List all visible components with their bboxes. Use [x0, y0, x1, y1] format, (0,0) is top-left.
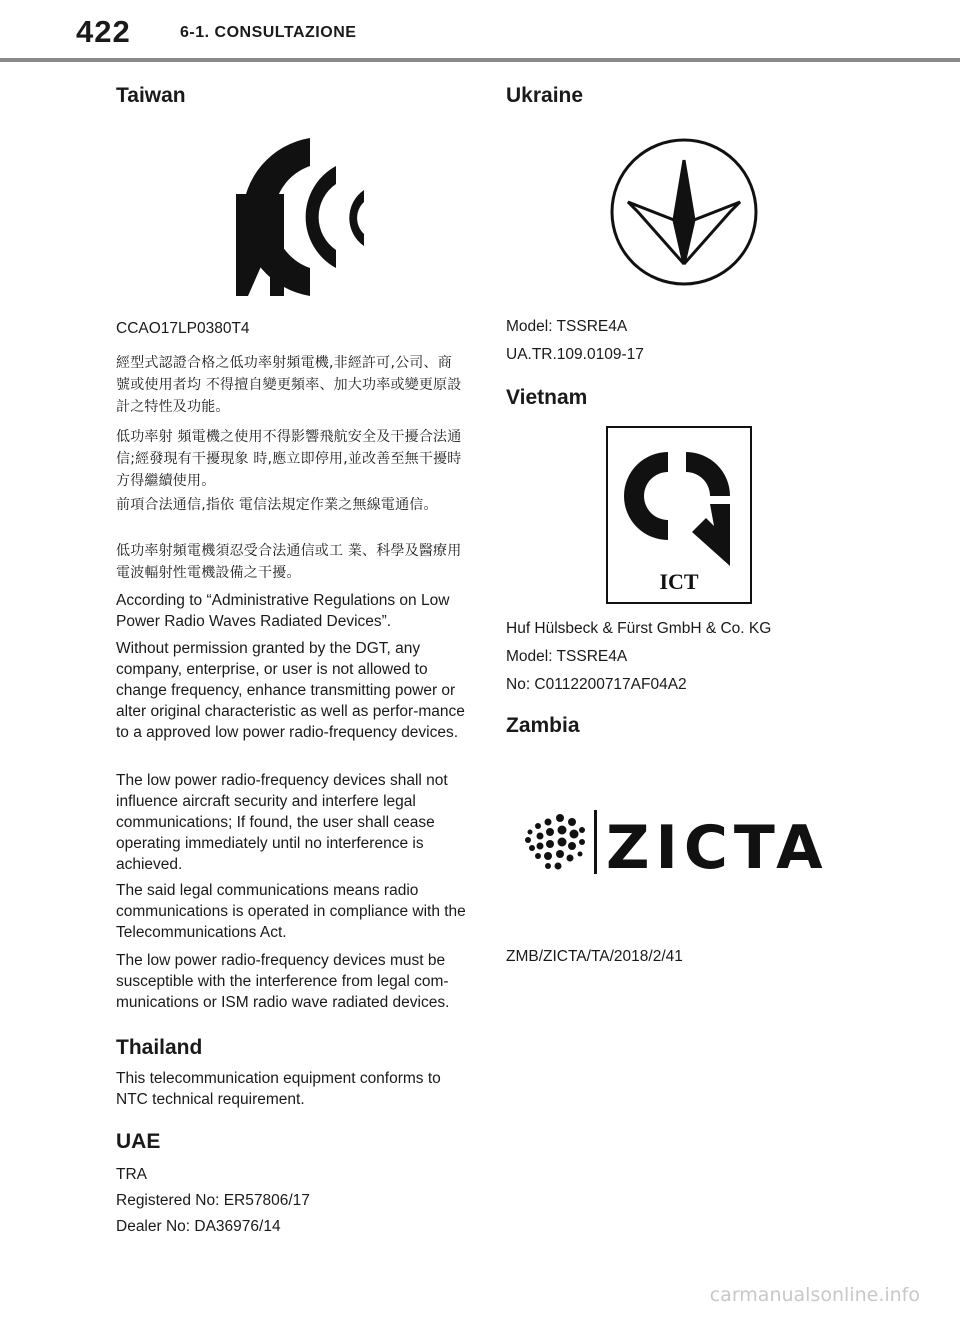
ukraine-conformity-mark-icon	[608, 136, 760, 288]
heading-zambia: Zambia	[506, 714, 580, 737]
ukraine-line: Model: TSSRE4A	[506, 318, 628, 335]
header-rule	[0, 58, 960, 62]
taiwan-cjk-paragraph: 低功率射頻電機須忍受合法通信或工 業、科學及醫療用電波輻射性電機設備之干擾。	[116, 543, 462, 581]
ict-logo-icon	[606, 426, 752, 604]
taiwan-en-paragraph: Without permission granted by the DGT, any company, enterprise, or user is not allowed to change frequency, enhance transmitting power or alter original characteristic as well as perfor-mance to a approved low power radio-frequency devices.	[116, 640, 465, 741]
ncc-logo-icon	[220, 132, 372, 302]
taiwan-cjk-paragraph: 前項合法通信,指依 電信法規定作業之無線電通信。	[116, 497, 438, 513]
uae-line: Registered No: ER57806/17	[116, 1192, 310, 1209]
vietnam-line: Huf Hülsbeck & Fürst GmbH & Co. KG	[506, 620, 772, 637]
taiwan-en-paragraph: The low power radio-frequency devices shall not influence aircraft security and interfere legal communications; If found, the user shall cease operating immediately until no interference is achieved.	[116, 772, 448, 873]
vietnam-line: Model: TSSRE4A	[506, 648, 628, 665]
taiwan-cjk-paragraph: 經型式認證合格之低功率射頻電機,非經許可,公司、商號或使用者均 不得擅自變更頻率、加大功率或變更原設計之特性及功能。	[116, 355, 462, 415]
zicta-logo-label: ZICTA	[606, 813, 829, 878]
taiwan-en-paragraph: The low power radio-frequency devices must be susceptible with the interference from legal com-munications or ISM radio wave radiated devices.	[116, 952, 450, 1011]
heading-vietnam: Vietnam	[506, 386, 588, 409]
taiwan-code: CCAO17LP0380T4	[116, 320, 250, 337]
taiwan-cjk-paragraph: 低功率射 頻電機之使用不得影響飛航安全及干擾合法通信;經發現有干擾現象 時,應立即停用,並改善至無干擾時方得繼續使用。	[116, 429, 462, 489]
taiwan-en-paragraph: The said legal communications means radio communications is operated in compliance with the Telecommunications Act.	[116, 882, 466, 941]
heading-uae: UAE	[116, 1130, 161, 1153]
heading-taiwan: Taiwan	[116, 84, 186, 107]
heading-ukraine: Ukraine	[506, 84, 584, 107]
page-header	[0, 0, 960, 62]
vietnam-line: No: C0112200717AF04A2	[506, 676, 687, 693]
thailand-text: This telecommunication equipment conforms to NTC technical requirement.	[116, 1070, 441, 1108]
zambia-code: ZMB/ZICTA/TA/2018/2/41	[506, 948, 683, 965]
ict-logo-label: ICT	[659, 569, 699, 594]
heading-thailand: Thailand	[116, 1036, 203, 1059]
ukraine-line: UA.TR.109.0109-17	[506, 346, 644, 363]
section-title: 6-1. CONSULTAZIONE	[180, 24, 357, 41]
page-number: 422	[76, 14, 131, 49]
uae-line: TRA	[116, 1166, 147, 1183]
uae-line: Dealer No: DA36976/14	[116, 1218, 281, 1235]
taiwan-en-paragraph: According to “Administrative Regulations on Low Power Radio Waves Radiated Devices”.	[116, 592, 450, 630]
zicta-logo-icon	[518, 806, 846, 878]
watermark: carmanualsonline.info	[709, 1284, 920, 1306]
